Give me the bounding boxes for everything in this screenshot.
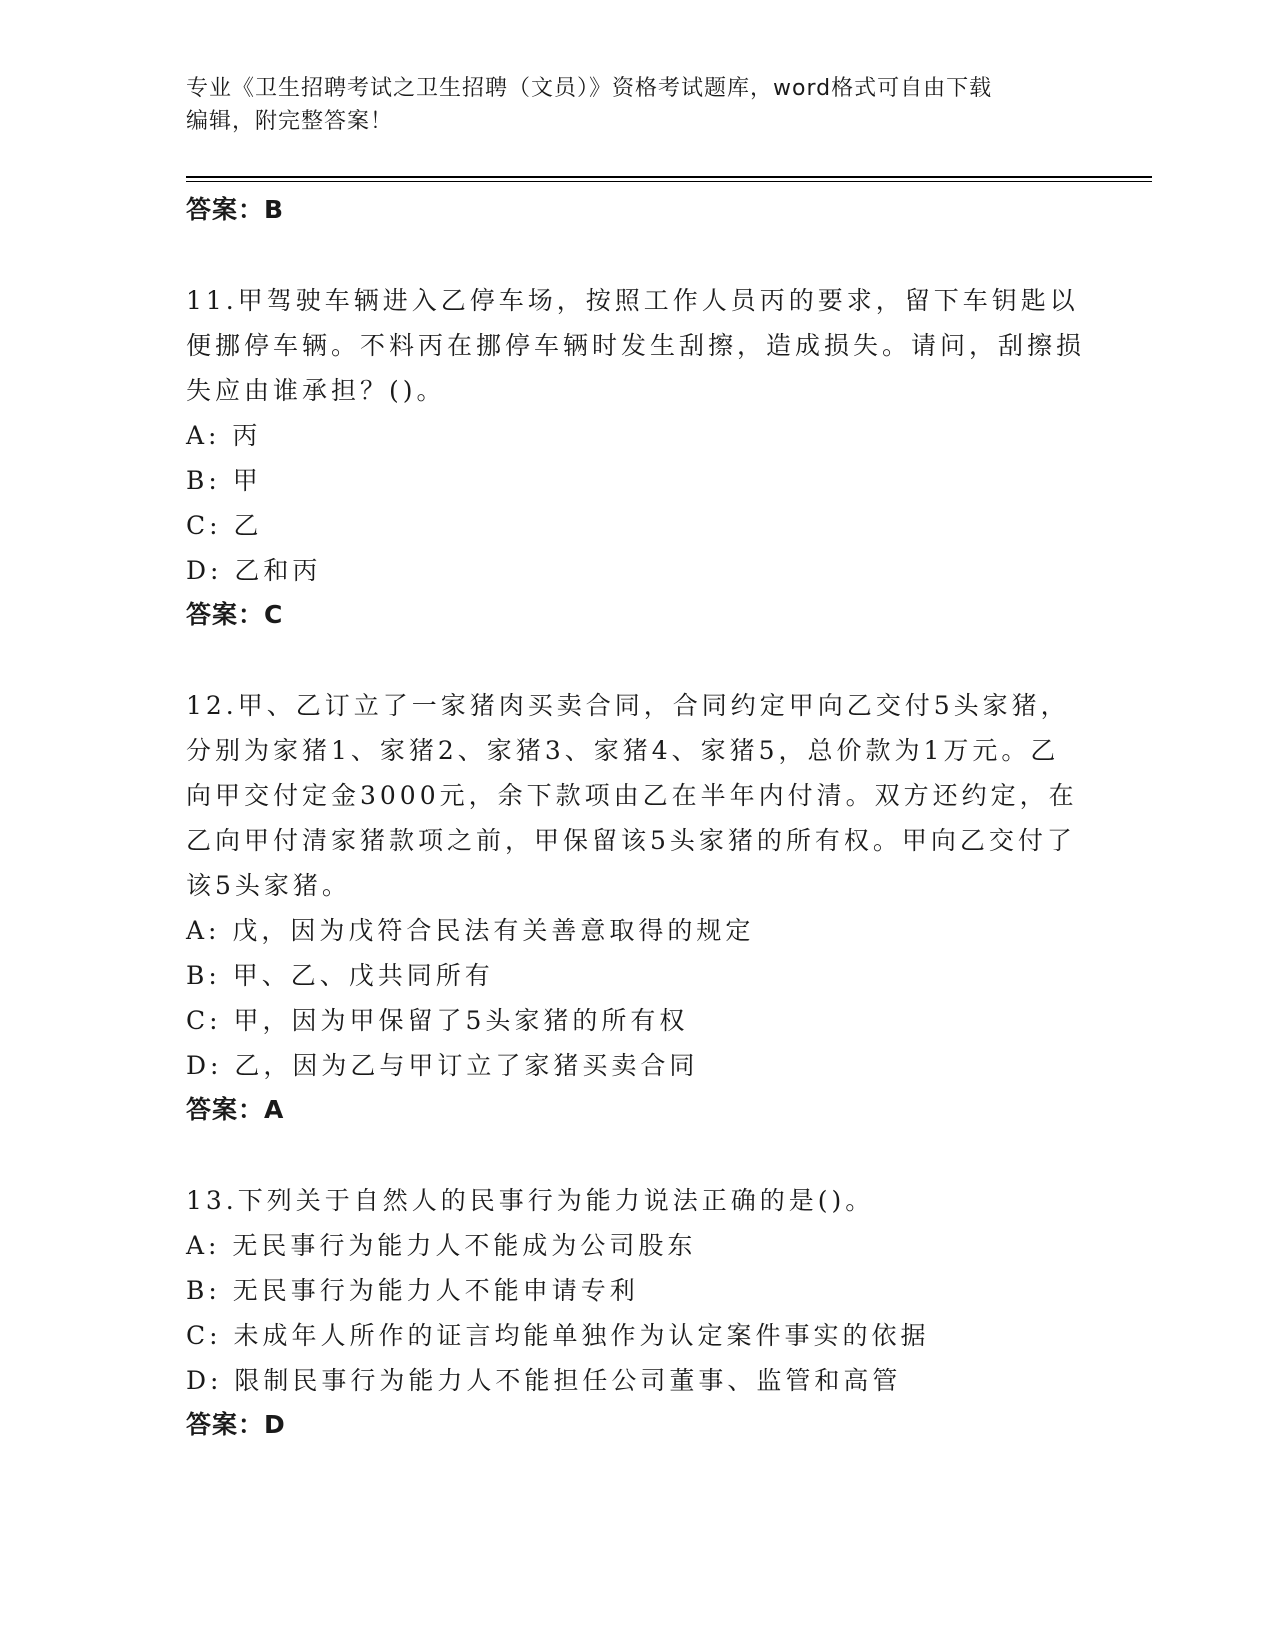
header-rule-thin: [186, 181, 1152, 182]
question-13: [186, 1178, 1086, 1447]
option-b: B: 甲、乙、戊共同所有: [186, 961, 494, 990]
option-c: C: 乙: [186, 511, 263, 540]
header-rule-thick: [186, 176, 1152, 178]
answer: 答案：C: [186, 600, 284, 629]
question-stem: 13.下列关于自然人的民事行为能力说法正确的是()。: [186, 1186, 875, 1215]
option-d: D: 限制民事行为能力人不能担任公司董事、监管和高管: [186, 1366, 902, 1395]
header-line-1: 专业《卫生招聘考试之卫生招聘（文员）》资格考试题库，word格式可自由下载: [186, 76, 993, 101]
question-stem: 11.甲驾驶车辆进入乙停车场，按照工作人员丙的要求，留下车钥匙以便挪停车辆。不料丙在挪停车辆时发生刮擦，造成损失。请问，刮擦损失应由谁承担？()。: [186, 286, 1086, 405]
option-b: B: 无民事行为能力人不能申请专利: [186, 1276, 639, 1305]
answer: 答案：D: [186, 1410, 286, 1439]
option-a: A: 戊，因为戊符合民法有关善意取得的规定: [186, 916, 755, 945]
option-d: D: 乙和丙: [186, 556, 322, 585]
option-a: A: 无民事行为能力人不能成为公司股东: [186, 1231, 697, 1260]
page-header: [186, 72, 1086, 138]
header-line-2: 编辑，附完整答案！: [186, 109, 394, 134]
previous-answer: 答案：B: [186, 195, 285, 224]
answer: 答案：A: [186, 1095, 285, 1124]
question-11: [186, 278, 1086, 637]
questions-content: [186, 188, 1086, 1447]
question-stem: 12.甲、乙订立了一家猪肉买卖合同，合同约定甲向乙交付5头家猪，分别为家猪1、家猪2、家猪3、家猪4、家猪5，总价款为1万元。乙向甲交付定金3000元，余下款项由乙在半年内付清。双方还约定，在乙向甲付清家猪款项之前，甲保留该5头家猪的所有权。甲向乙交付了该5头家猪。: [186, 691, 1078, 900]
option-d: D: 乙，因为乙与甲订立了家猪买卖合同: [186, 1051, 699, 1080]
option-c: C: 甲，因为甲保留了5头家猪的所有权: [186, 1006, 689, 1035]
option-a: A: 丙: [186, 421, 262, 450]
question-12: [186, 683, 1086, 1132]
option-c: C: 未成年人所作的证言均能单独作为认定案件事实的依据: [186, 1321, 930, 1350]
option-b: B: 甲: [186, 466, 262, 495]
